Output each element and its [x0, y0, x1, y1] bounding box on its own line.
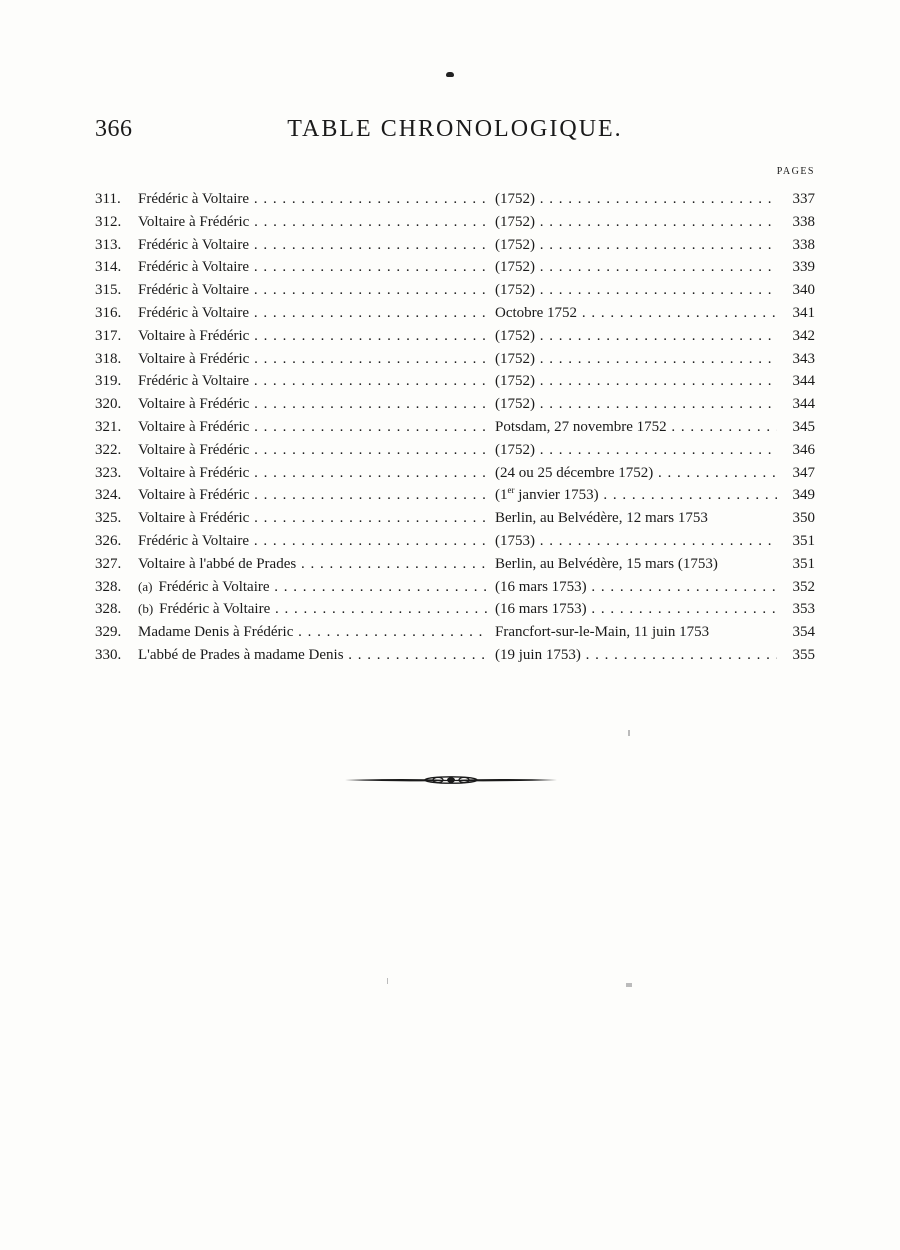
entry-number: 319.	[95, 373, 122, 390]
entry-page-number: 343	[792, 350, 815, 367]
entry-description: Voltaire à Frédéric	[138, 510, 250, 527]
entry-page-number: 345	[792, 418, 815, 435]
entry-page-number: 351	[792, 532, 815, 549]
entry-date-text: (1752)	[495, 191, 535, 207]
entry-date-text: (1752)	[495, 213, 535, 230]
entry-description: Madame Denis à Frédéric	[138, 624, 294, 641]
tail-piece-ornament-icon	[345, 770, 557, 790]
toc-entry	[95, 416, 815, 439]
toc-entry	[95, 553, 815, 576]
entry-date-text: (19 juin 1753)	[495, 646, 581, 663]
toc-entry	[95, 279, 815, 302]
toc-entry	[95, 393, 815, 416]
entry-number: 325.	[95, 510, 122, 527]
entry-correspondents	[138, 644, 489, 667]
pages-column-label: PAGES	[776, 166, 815, 177]
toc-entry	[95, 462, 815, 485]
toc-entry	[95, 370, 815, 393]
entry-number: 311.	[95, 191, 121, 207]
entry-date	[495, 416, 777, 439]
entry-date	[495, 325, 777, 348]
entry-date	[495, 598, 777, 621]
entry-page-number: 355	[792, 646, 815, 663]
entry-date-text: (16 mars 1753)	[495, 578, 587, 595]
entry-description: Frédéric à Voltaire	[138, 304, 250, 321]
entry-date	[495, 393, 777, 416]
entry-number: 313.	[95, 236, 122, 253]
entry-date	[495, 621, 777, 644]
entry-description: Frédéric à Voltaire	[138, 373, 250, 390]
entry-date-text: Potsdam, 27 novembre 1752	[495, 418, 667, 435]
entry-correspondents	[138, 553, 489, 576]
entry-page-number: 354	[792, 624, 815, 641]
entry-date	[495, 256, 777, 279]
entry-description: Frédéric à Voltaire	[158, 578, 270, 595]
toc-entry	[95, 644, 815, 667]
entry-date-text: (1752)	[495, 396, 535, 413]
entry-date-text: (16 mars 1753)	[495, 601, 587, 618]
toc-entry	[95, 621, 815, 644]
entry-correspondents	[138, 234, 489, 257]
entry-date	[495, 530, 777, 553]
entry-correspondents	[138, 279, 489, 302]
entry-sub-label: (b)	[138, 601, 154, 617]
entry-correspondents	[138, 348, 489, 371]
entry-description: L'abbé de Prades à madame Denis	[138, 646, 344, 663]
entry-date-text: (1752)	[495, 236, 535, 253]
entry-date-text: (1752)	[495, 282, 535, 299]
toc-entry	[95, 507, 815, 530]
entry-correspondents	[138, 393, 489, 416]
entry-description: Voltaire à Frédéric	[138, 213, 250, 230]
entry-date-text: (1752)	[495, 259, 535, 276]
entry-date-text: (1752)	[495, 441, 535, 458]
entry-date-text: (1752)	[495, 327, 535, 344]
entry-number: 327.	[95, 555, 122, 572]
entry-description: Frédéric à Voltaire	[138, 236, 250, 253]
entry-page-number: 340	[792, 282, 815, 299]
entry-correspondents	[138, 484, 489, 507]
entry-date-text: (1752)	[495, 373, 535, 390]
entry-number: 317.	[95, 327, 122, 344]
toc-entry	[95, 211, 815, 234]
entry-number: 326.	[95, 532, 122, 549]
toc-entry	[95, 325, 815, 348]
entry-page-number: 337	[792, 191, 815, 207]
entry-description: Frédéric à Voltaire	[159, 601, 271, 618]
entry-description: Voltaire à Frédéric	[138, 396, 250, 413]
ink-mark-icon	[446, 72, 454, 77]
entry-date	[495, 576, 777, 599]
entry-date	[495, 302, 777, 325]
entry-description: Frédéric à Voltaire	[138, 532, 250, 549]
entry-date-text: Berlin, au Belvédère, 15 mars (1753)	[495, 555, 718, 572]
entry-date	[495, 370, 777, 393]
toc-entry	[95, 256, 815, 279]
entry-page-number: 353	[792, 601, 815, 618]
entry-number: 323.	[95, 464, 122, 481]
entry-number: 328.	[95, 578, 122, 595]
entry-correspondents	[138, 325, 489, 348]
toc-entry	[95, 234, 815, 257]
entry-page-number: 346	[792, 441, 815, 458]
entry-description: Voltaire à Frédéric	[138, 418, 250, 435]
entry-date	[495, 188, 777, 211]
entry-date-text: (1752)	[495, 350, 535, 367]
entry-number: 322.	[95, 441, 122, 458]
entry-description: Voltaire à Frédéric	[138, 487, 250, 504]
entry-date-text: Octobre 1752	[495, 304, 578, 321]
page-title: TABLE CHRONOLOGIQUE.	[287, 116, 623, 142]
entry-description: Frédéric à Voltaire	[138, 191, 250, 207]
entry-page-number: 342	[792, 327, 815, 344]
entry-correspondents	[138, 370, 489, 393]
entry-number: 328.	[95, 601, 122, 618]
entry-page-number: 338	[792, 236, 815, 253]
toc-entry	[95, 530, 815, 553]
entry-page-number: 350	[792, 510, 815, 527]
entry-number: 315.	[95, 282, 122, 299]
entry-page-number: 341	[792, 304, 815, 321]
entry-description: Voltaire à Frédéric	[138, 441, 250, 458]
entry-correspondents	[138, 598, 489, 621]
page-header	[95, 114, 815, 148]
entry-description: Frédéric à Voltaire	[138, 259, 250, 276]
toc-entry	[95, 598, 815, 621]
entry-number: 318.	[95, 350, 122, 367]
entry-correspondents	[138, 576, 489, 599]
chronological-table	[95, 188, 815, 667]
entry-number: 320.	[95, 396, 122, 413]
toc-entry	[95, 576, 815, 599]
entry-number: 330.	[95, 646, 122, 663]
toc-entry	[95, 348, 815, 371]
entry-description: Voltaire à l'abbé de Prades	[138, 555, 297, 572]
entry-correspondents	[138, 416, 489, 439]
toc-entry	[95, 484, 815, 507]
toc-entry	[95, 302, 815, 325]
entry-correspondents	[138, 439, 489, 462]
page-number: 366	[95, 116, 133, 142]
entry-correspondents	[138, 530, 489, 553]
entry-date-text: (24 ou 25 décembre 1752)	[495, 464, 654, 481]
entry-page-number: 344	[792, 396, 815, 413]
entry-date	[495, 644, 777, 667]
entry-correspondents	[138, 621, 489, 644]
entry-number: 324.	[95, 487, 122, 504]
entry-date-text: (1753)	[495, 532, 535, 549]
entry-description: Frédéric à Voltaire	[138, 282, 250, 299]
entry-correspondents	[138, 507, 489, 530]
entry-correspondents	[138, 256, 489, 279]
entry-page-number: 344	[792, 373, 815, 390]
entry-date	[495, 484, 777, 507]
entry-number: 321.	[95, 418, 122, 435]
entry-number: 314.	[95, 259, 122, 276]
entry-date	[495, 279, 777, 302]
entry-description: Voltaire à Frédéric	[138, 327, 250, 344]
entry-number: 316.	[95, 304, 122, 321]
entry-page-number: 339	[792, 259, 815, 276]
entry-correspondents	[138, 462, 489, 485]
entry-description: Voltaire à Frédéric	[138, 350, 250, 367]
entry-date	[495, 462, 777, 485]
entry-description: Voltaire à Frédéric	[138, 464, 250, 481]
entry-page-number: 349	[792, 487, 815, 504]
entry-page-number: 347	[792, 464, 815, 481]
entry-date	[495, 439, 777, 462]
entry-sub-label: (a)	[138, 578, 153, 594]
entry-page-number: 352	[792, 578, 815, 595]
entry-date	[495, 234, 777, 257]
entry-date-text: Francfort-sur-le-Main, 11 juin 1753	[495, 624, 710, 641]
entry-date	[495, 348, 777, 371]
toc-entry	[95, 439, 815, 462]
entry-date	[495, 507, 777, 530]
entry-date	[495, 553, 777, 576]
entry-date-text: (1er janvier 1753)	[495, 485, 599, 504]
entry-number: 329.	[95, 624, 122, 641]
entry-page-number: 351	[792, 555, 815, 572]
entry-date	[495, 211, 777, 234]
entry-correspondents	[138, 211, 489, 234]
entry-number: 312.	[95, 213, 122, 230]
entry-correspondents	[138, 188, 489, 211]
toc-entry	[95, 188, 815, 211]
entry-page-number: 338	[792, 213, 815, 230]
entry-correspondents	[138, 302, 489, 325]
entry-date-text: Berlin, au Belvédère, 12 mars 1753	[495, 510, 708, 527]
